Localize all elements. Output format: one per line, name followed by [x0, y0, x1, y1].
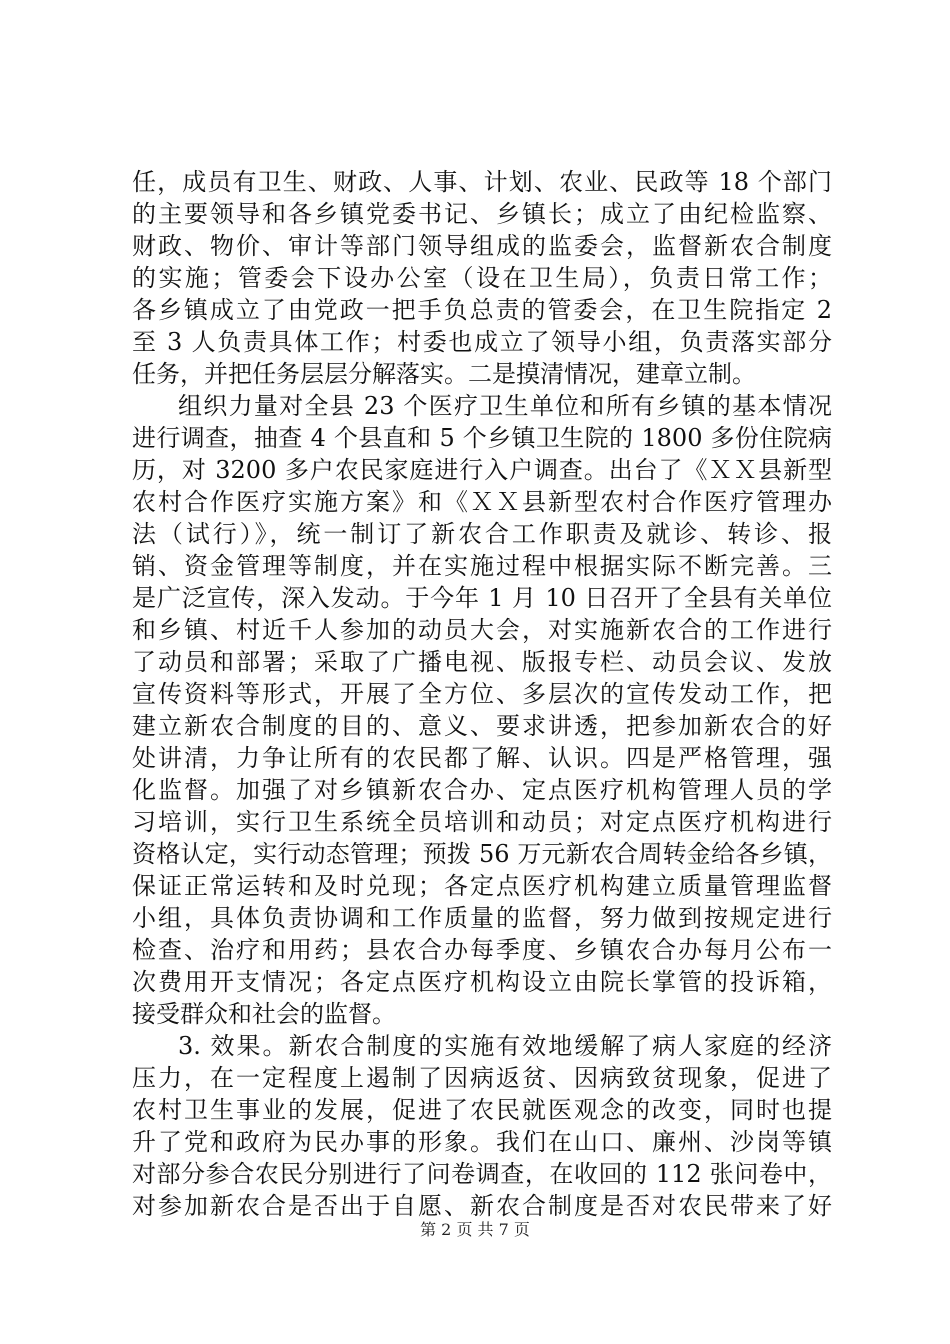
text-line: 宣传资料等形式，开展了全方位、多层次的宣传发动工作，把	[132, 680, 832, 708]
text-line: 了动员和部署；采取了广播电视、版报专栏、动员会议、发放	[132, 648, 832, 676]
page-number-footer: 第 2 页 共 7 页	[420, 1220, 530, 1239]
text-line: 建立新农合制度的目的、意义、要求讲透，把参加新农合的好	[132, 712, 832, 740]
text-line: 销、资金管理等制度，并在实施过程中根据实际不断完善。三	[132, 552, 832, 580]
text-line: 次费用开支情况；各定点医疗机构设立由院长掌管的投诉箱，	[132, 968, 832, 996]
text-line: 资格认定，实行动态管理；预拨 56 万元新农合周转金给各乡镇，	[132, 840, 832, 868]
text-line: 对部分参合农民分别进行了问卷调查，在收回的 112 张问卷中，	[132, 1160, 832, 1188]
text-line: 是广泛宣传，深入发动。于今年 1 月 10 日召开了全县有关单位	[132, 584, 832, 612]
text-line: 法（试行）》，统一制订了新农合工作职责及就诊、转诊、报	[132, 520, 832, 548]
text-line: 财政、物价、审计等部门领导组成的监委会，监督新农合制度	[132, 232, 832, 260]
text-line: 和乡镇、村近千人参加的动员大会，对实施新农合的工作进行	[132, 616, 832, 644]
paragraph	[132, 390, 832, 1030]
text-line: 的主要领导和各乡镇党委书记、乡镇长；成立了由纪检监察、	[132, 200, 832, 228]
text-line: 3. 效果。新农合制度的实施有效地缓解了病人家庭的经济	[178, 1032, 832, 1060]
document-body	[132, 166, 832, 1222]
text-line: 至 3 人负责具体工作；村委也成立了领导小组，负责落实部分	[132, 328, 832, 356]
text-line: 处讲清，力争让所有的农民都了解、认识。四是严格管理，强	[132, 744, 832, 772]
text-line: 历，对 3200 多户农民家庭进行入户调查。出台了《ＸＸ县新型	[132, 456, 832, 484]
text-line: 进行调查，抽查 4 个县直和 5 个乡镇卫生院的 1800 多份住院病	[132, 424, 832, 452]
text-line: 化监督。加强了对乡镇新农合办、定点医疗机构管理人员的学	[132, 776, 832, 804]
text-line: 任务，并把任务层层分解落实。二是摸清情况，建章立制。	[132, 360, 756, 388]
text-line: 升了党和政府为民办事的形象。我们在山口、廉州、沙岗等镇	[132, 1128, 832, 1156]
text-line: 任，成员有卫生、财政、人事、计划、农业、民政等 18 个部门	[132, 168, 832, 196]
text-line: 农村卫生事业的发展，促进了农民就医观念的改变，同时也提	[132, 1096, 832, 1124]
text-line: 各乡镇成立了由党政一把手负总责的管委会，在卫生院指定 2	[132, 296, 832, 324]
text-line: 接受群众和社会的监督。	[132, 1000, 396, 1028]
text-line: 对参加新农合是否出于自愿、新农合制度是否对农民带来了好	[132, 1192, 832, 1220]
text-line: 压力，在一定程度上遏制了因病返贫、因病致贫现象，促进了	[132, 1064, 832, 1092]
text-line: 小组，具体负责协调和工作质量的监督，努力做到按规定进行	[132, 904, 832, 932]
paragraph	[132, 1030, 832, 1222]
text-line: 保证正常运转和及时兑现；各定点医疗机构建立质量管理监督	[132, 872, 832, 900]
text-line: 习培训，实行卫生系统全员培训和动员；对定点医疗机构进行	[132, 808, 832, 836]
text-line: 检查、治疗和用药；县农合办每季度、乡镇农合办每月公布一	[132, 936, 832, 964]
text-line: 组织力量对全县 23 个医疗卫生单位和所有乡镇的基本情况	[178, 392, 832, 420]
paragraph	[132, 166, 832, 390]
text-line: 农村合作医疗实施方案》和《ＸＸ县新型农村合作医疗管理办	[132, 488, 832, 516]
text-line: 的实施；管委会下设办公室（设在卫生局），负责日常工作；	[132, 264, 832, 292]
